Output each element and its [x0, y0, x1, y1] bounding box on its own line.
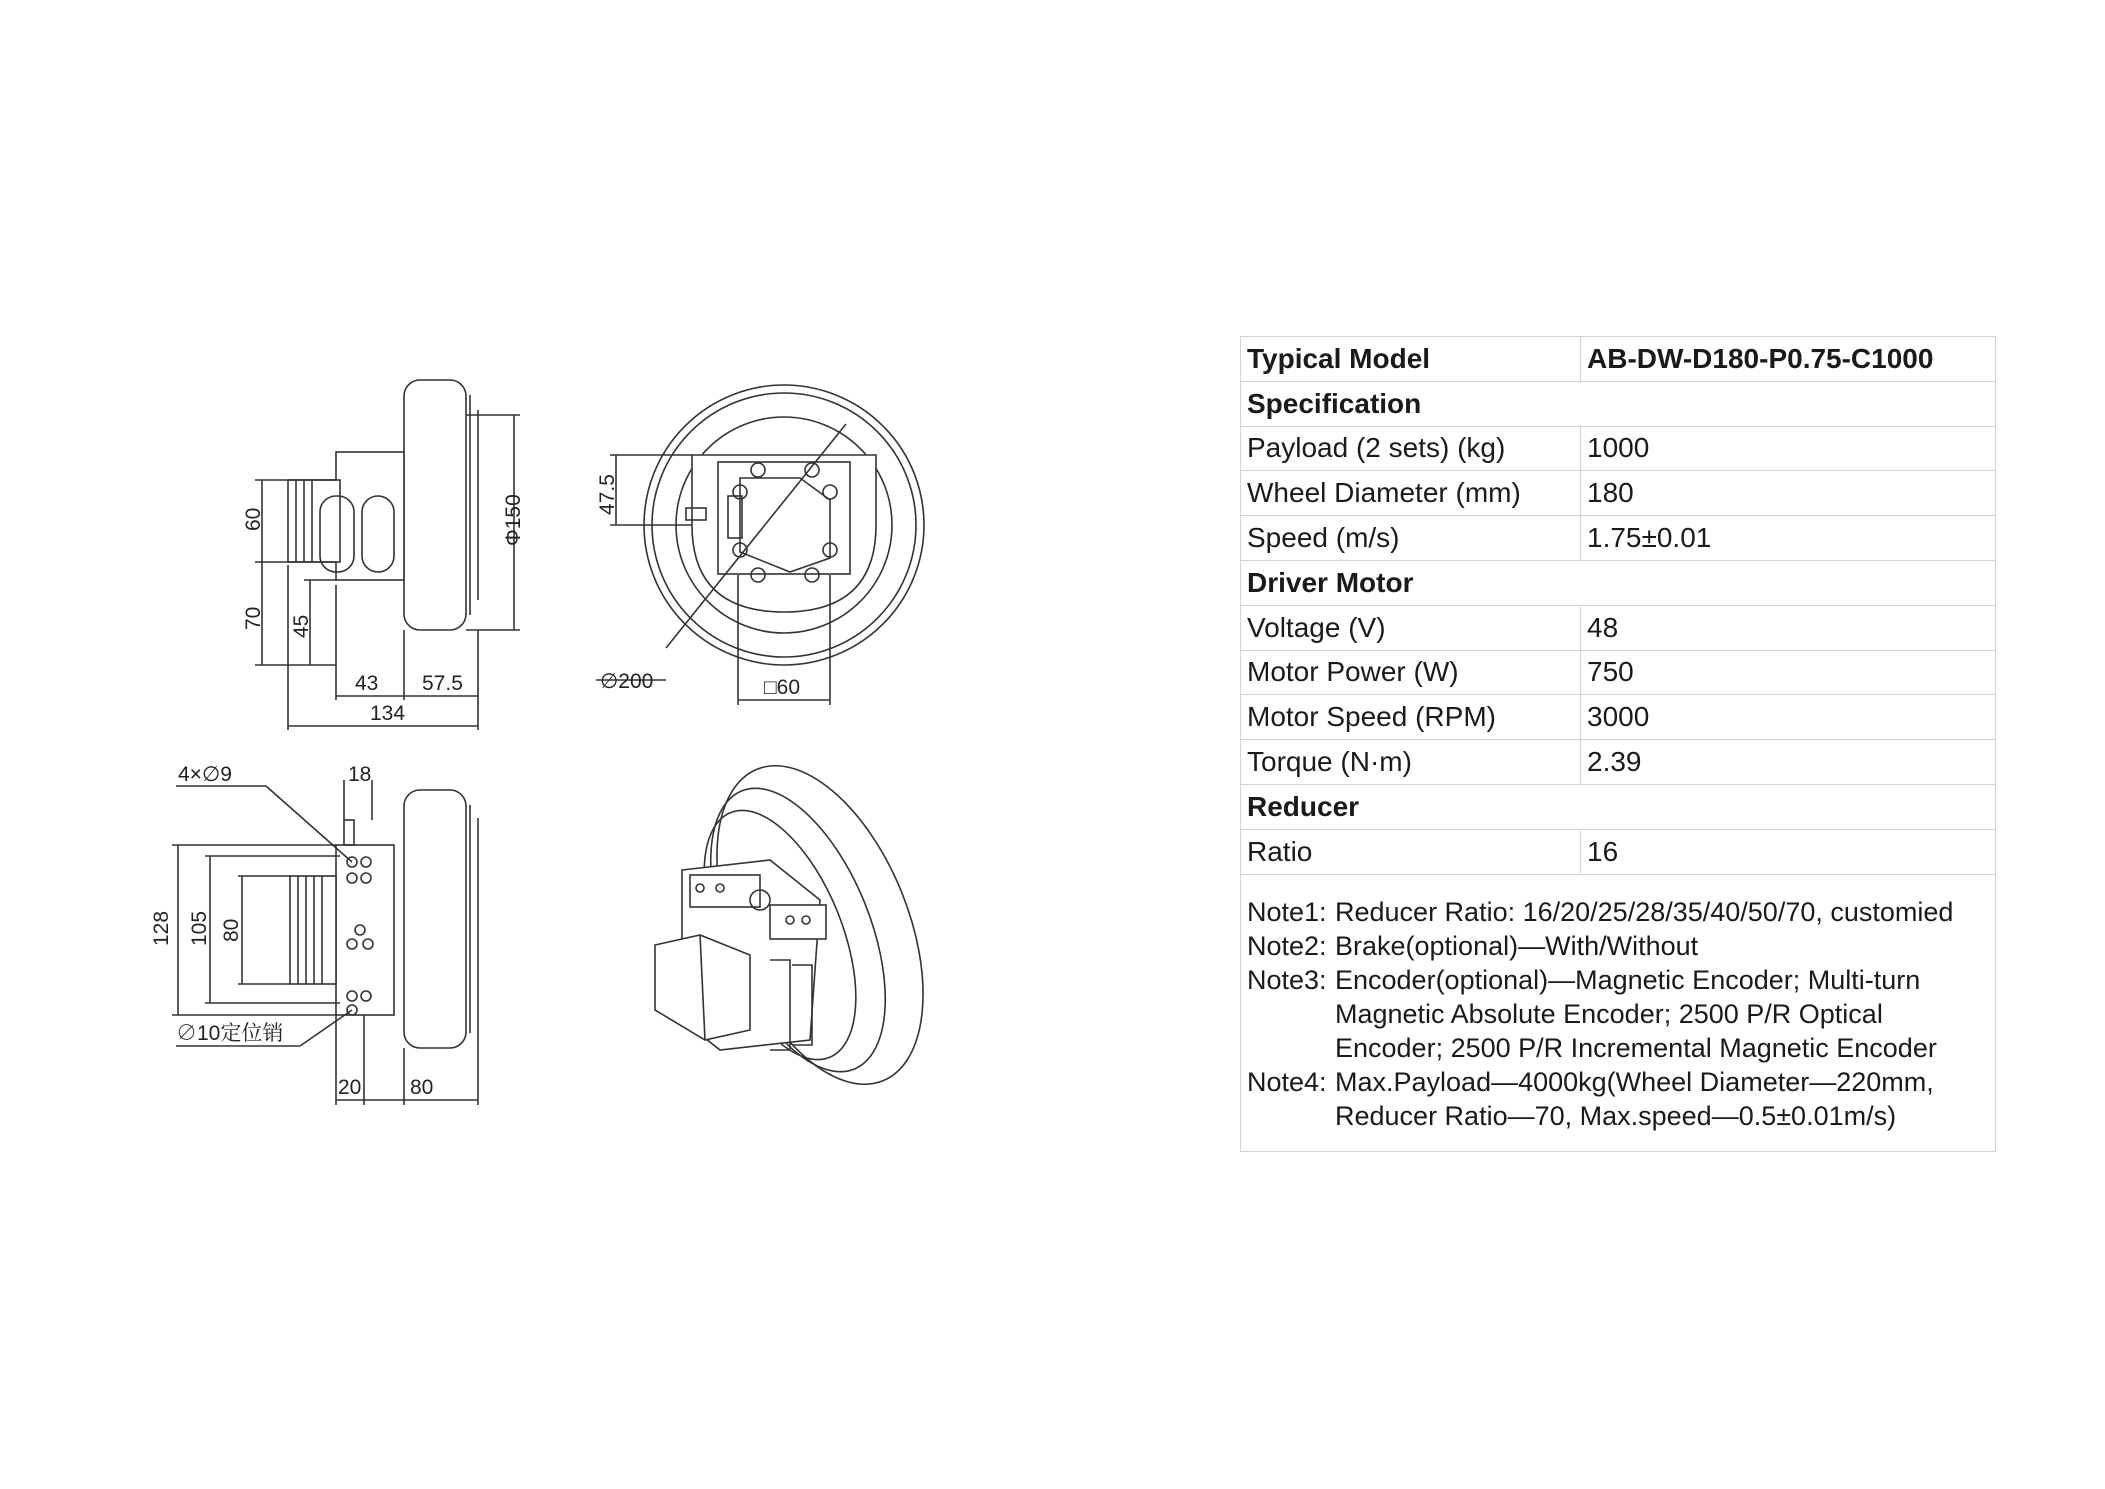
note-text: Brake(optional)—With/Without	[1335, 930, 1699, 961]
row-value: 16	[1587, 835, 1619, 867]
row-value: 1000	[1587, 432, 1650, 464]
note-label: Note1:	[1247, 896, 1327, 927]
table-row	[1241, 427, 1995, 472]
specification-header: Specification	[1247, 387, 1422, 419]
row-value: 180	[1587, 477, 1634, 509]
dim-bottom-80v: 80	[220, 918, 243, 942]
dim-front-47-5: 47.5	[596, 474, 619, 515]
note-item	[1247, 963, 1989, 1065]
row-label: Motor Speed (RPM)	[1241, 695, 1581, 739]
dim-side-43: 43	[355, 672, 379, 695]
front-view-drawing	[596, 385, 924, 705]
model-label: Typical Model	[1241, 337, 1581, 381]
motor-header: Driver Motor	[1247, 566, 1414, 598]
dim-bottom-128: 128	[150, 910, 173, 946]
model-row	[1241, 337, 1995, 382]
bottom-view-drawing	[172, 780, 478, 1105]
note-text: Max.Payload—4000kg(Wheel Diameter—220mm, Reducer Ratio—70, Max.speed—0.5±0.01m/s)	[1335, 1066, 1934, 1131]
side-view-drawing	[255, 380, 520, 730]
row-label: Speed (m/s)	[1241, 516, 1581, 560]
specification-header-row	[1241, 382, 1995, 427]
note-item	[1247, 895, 1989, 929]
reducer-header-row	[1241, 785, 1995, 830]
note-text: Reducer Ratio: 16/20/25/28/35/40/50/70, customied	[1335, 896, 1954, 927]
dim-bottom-pin: ∅10定位销	[176, 1022, 284, 1045]
row-label: Torque (N·m)	[1241, 740, 1581, 784]
note-label: Note3:	[1247, 964, 1327, 995]
row-value: 2.39	[1587, 746, 1642, 778]
row-value: 48	[1587, 611, 1619, 643]
dim-front-phi200: ∅200	[600, 670, 654, 693]
dim-side-45: 45	[290, 614, 313, 638]
row-value: 750	[1587, 656, 1634, 688]
table-row	[1241, 606, 1995, 651]
motor-header-row	[1241, 561, 1995, 606]
dim-bottom-80h: 80	[410, 1076, 434, 1099]
table-row	[1241, 651, 1995, 696]
row-value: 1.75±0.01	[1587, 522, 1712, 554]
dim-side-60: 60	[242, 507, 265, 531]
notes-block	[1241, 875, 1995, 1151]
dim-front-sq60: □60	[764, 676, 801, 699]
table-row	[1241, 516, 1995, 561]
dim-side-phi150: Φ150	[502, 494, 525, 546]
reducer-header: Reducer	[1247, 790, 1360, 822]
dim-side-134: 134	[370, 702, 406, 725]
note-text: Encoder(optional)—Magnetic Encoder; Multi-turn Magnetic Absolute Encoder; 2500 P/R Optical Encoder; 2500 P/R Incremental Magnetic Encoder	[1335, 964, 1937, 1063]
dim-bottom-105: 105	[188, 910, 211, 946]
note-label: Note2:	[1247, 930, 1327, 961]
dim-bottom-4x9: 4×∅9	[178, 763, 232, 786]
note-label: Note4:	[1247, 1066, 1327, 1097]
row-label: Payload (2 sets) (kg)	[1241, 427, 1581, 471]
row-label: Wheel Diameter (mm)	[1241, 471, 1581, 515]
table-row	[1241, 830, 1995, 875]
dim-side-70: 70	[242, 606, 265, 630]
table-row	[1241, 471, 1995, 516]
dim-side-57-5: 57.5	[422, 672, 463, 695]
note-item	[1247, 929, 1989, 963]
isometric-view-drawing	[655, 736, 965, 1113]
row-label: Ratio	[1241, 830, 1581, 874]
row-label: Voltage (V)	[1241, 606, 1581, 650]
spec-table	[1240, 336, 1996, 1152]
note-item	[1247, 1065, 1989, 1133]
model-value: AB-DW-D180-P0.75-C1000	[1587, 342, 1934, 374]
dim-bottom-20: 20	[338, 1076, 362, 1099]
table-row	[1241, 740, 1995, 785]
dim-bottom-18: 18	[348, 763, 372, 786]
row-label: Motor Power (W)	[1241, 651, 1581, 695]
table-row	[1241, 695, 1995, 740]
row-value: 3000	[1587, 701, 1650, 733]
